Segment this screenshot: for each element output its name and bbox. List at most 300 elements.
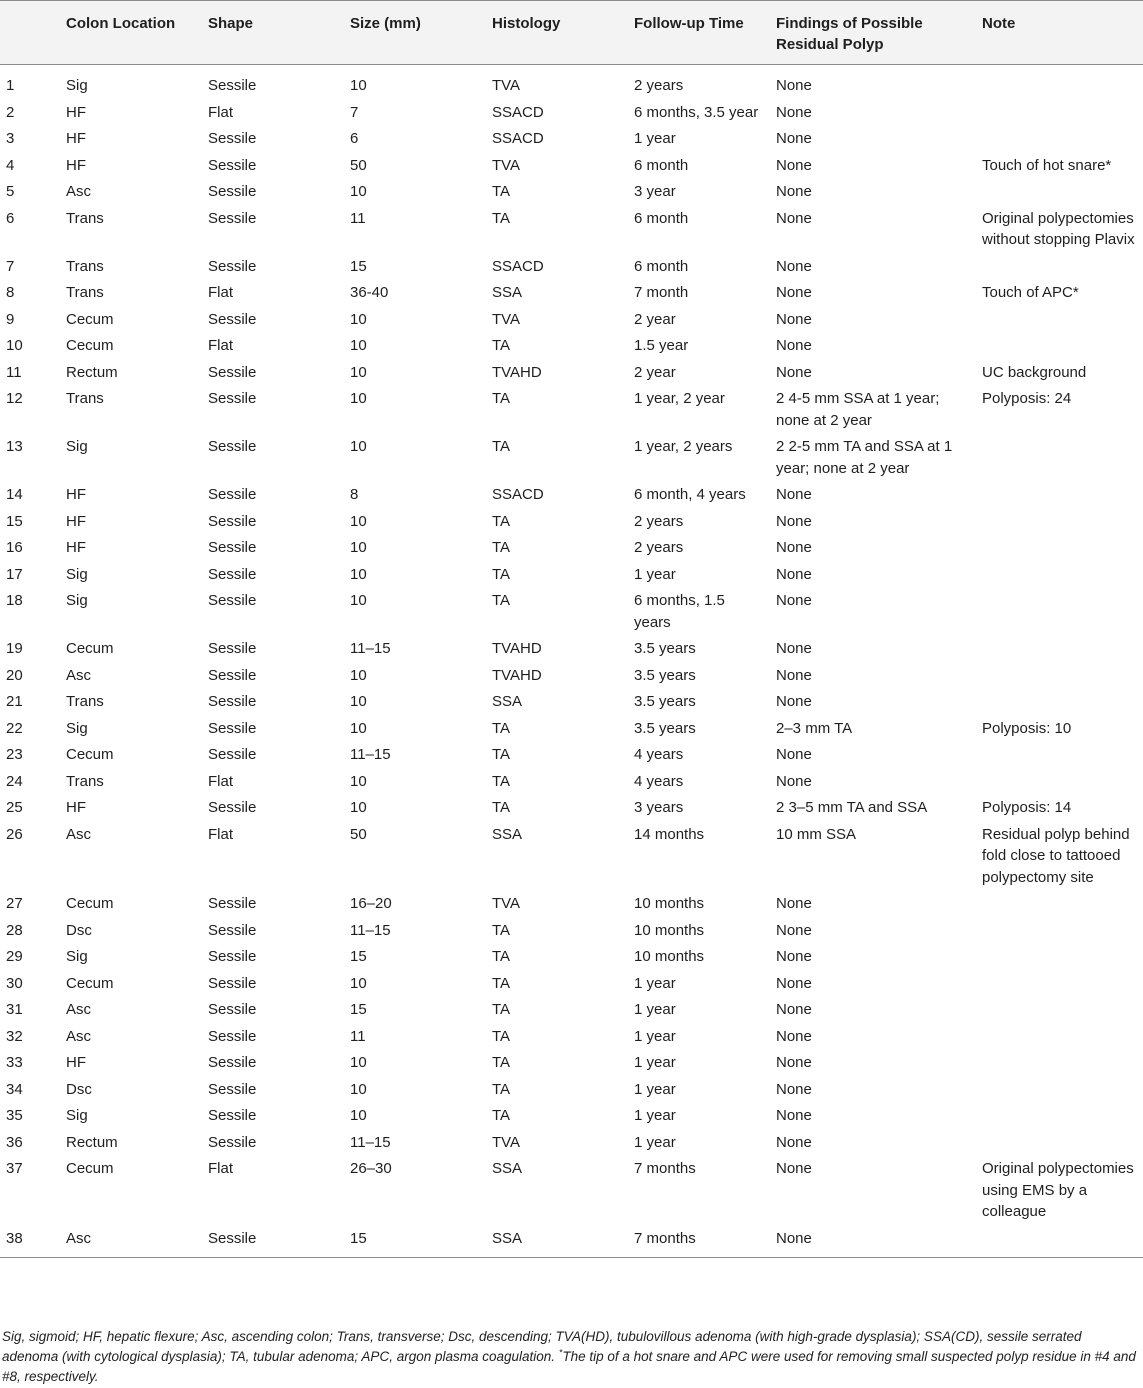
table-row <box>0 508 1143 535</box>
cell-size: 10 <box>350 693 367 710</box>
cell-size: 10 <box>350 666 367 684</box>
cell-findings: None <box>776 512 812 530</box>
cell-histology: TA <box>492 438 511 455</box>
cell-note <box>976 125 1143 152</box>
cell-follow-up-time: 2 year <box>634 363 676 381</box>
cell-histology: TVAHD <box>492 363 542 381</box>
cell-colon-location: Cecum <box>66 640 114 657</box>
cell-histology: TA <box>492 974 511 992</box>
cell-note <box>976 587 1143 635</box>
cell-note <box>976 561 1143 588</box>
cell-histology: TA <box>492 390 511 407</box>
cell-findings: None <box>776 486 812 503</box>
cell-shape: Flat <box>208 825 234 843</box>
cell-follow-up-time: 7 month <box>634 284 689 301</box>
cell-index: 19 <box>6 640 23 657</box>
cell-shape: Sessile <box>208 130 257 147</box>
cell-histology: SSACD <box>492 130 544 147</box>
cell-histology: TA <box>492 539 511 556</box>
table-row <box>0 768 1143 795</box>
table-row <box>0 125 1143 152</box>
cell-follow-up-time: 1 year <box>634 1001 676 1018</box>
cell-shape: Sessile <box>208 1080 257 1098</box>
cell-colon-location: Cecum <box>66 310 114 328</box>
cell-note <box>976 65 1143 99</box>
cell-follow-up-time: 1 year <box>634 974 676 992</box>
cell-colon-location: Asc <box>66 183 92 200</box>
table-row <box>0 890 1143 917</box>
footnote-note: The tip of a hot snare and APC were used for removing small suspected polyp residue in #4 and #8, respectively. <box>2 1349 1136 1384</box>
cell-findings: None <box>776 921 812 939</box>
table-row <box>0 481 1143 508</box>
cell-note <box>976 1049 1143 1076</box>
cell-follow-up-time: 2 year <box>634 310 676 328</box>
cell-colon-location: Trans <box>66 772 104 790</box>
cell-index: 20 <box>6 666 23 684</box>
cell-histology: SSA <box>492 693 523 710</box>
cell-note <box>976 768 1143 795</box>
cell-findings: None <box>776 948 812 965</box>
cell-colon-location: Sig <box>66 1107 88 1124</box>
cell-note: Original polypectomies using EMS by a colleague <box>982 1160 1134 1220</box>
cell-histology: TA <box>492 565 511 583</box>
table-row <box>0 433 1143 481</box>
cell-follow-up-time: 3.5 years <box>634 640 696 657</box>
cell-findings: 2 2-5 mm TA and SSA at 1 year; none at 2 year <box>776 438 953 477</box>
table-row <box>0 662 1143 689</box>
cell-note <box>976 1225 1143 1258</box>
cell-findings: None <box>776 337 812 354</box>
cell-note: Touch of hot snare* <box>982 156 1112 174</box>
cell-index: 12 <box>6 390 23 407</box>
cell-note <box>976 306 1143 333</box>
cell-findings: None <box>776 103 812 121</box>
cell-shape: Sessile <box>208 438 257 455</box>
cell-colon-location: Sig <box>66 592 88 609</box>
table-row <box>0 1225 1143 1258</box>
cell-follow-up-time: 1 year <box>634 1080 676 1098</box>
cell-follow-up-time: 1 year <box>634 565 676 583</box>
cell-findings: 10 mm SSA <box>776 825 857 843</box>
cell-findings: None <box>776 183 812 200</box>
cell-follow-up-time: 4 years <box>634 746 684 763</box>
cell-histology: TA <box>492 719 511 737</box>
cell-shape: Sessile <box>208 666 257 684</box>
table-row <box>0 359 1143 386</box>
cell-index: 34 <box>6 1080 23 1098</box>
cell-shape: Sessile <box>208 895 257 912</box>
table-row <box>0 99 1143 126</box>
cell-findings: None <box>776 666 812 684</box>
cell-index: 26 <box>6 825 23 843</box>
cell-note <box>976 917 1143 944</box>
cell-size: 10 <box>350 438 367 455</box>
cell-index: 25 <box>6 799 23 816</box>
cell-follow-up-time: 6 month <box>634 209 689 227</box>
cell-shape: Sessile <box>208 156 257 174</box>
footnote-marker: * <box>558 1347 563 1358</box>
cell-colon-location: Sig <box>66 438 88 455</box>
cell-findings: None <box>770 1225 976 1258</box>
cell-size: 10 <box>350 363 367 381</box>
cell-colon-location: HF <box>66 156 86 174</box>
cell-size: 10 <box>350 310 367 328</box>
cell-note <box>976 508 1143 535</box>
cell-histology: SSACD <box>492 103 544 121</box>
cell-shape: Sessile <box>208 1054 257 1071</box>
cell-histology: TA <box>492 799 511 816</box>
table-row <box>0 65 1143 99</box>
cell-size: 10 <box>350 390 367 407</box>
cell-index: 22 <box>6 719 23 737</box>
cell-follow-up-time: 6 months, 3.5 year <box>634 103 759 121</box>
cell-shape: Sessile <box>208 77 257 94</box>
cell-size: 16–20 <box>350 895 392 912</box>
cell-histology: TA <box>492 746 511 763</box>
cell-histology: SSACD <box>492 486 544 503</box>
cell-index: 38 <box>0 1225 60 1258</box>
cell-follow-up-time: 1.5 year <box>634 337 689 354</box>
cell-shape: Sessile <box>208 512 257 530</box>
cell-histology: TA <box>492 209 511 227</box>
cell-follow-up-time: 6 month <box>634 257 689 275</box>
header-note: Note <box>976 1 1143 65</box>
cell-size: 10 <box>350 1080 367 1098</box>
cell-note: Touch of APC* <box>982 284 1079 301</box>
table-row <box>0 741 1143 768</box>
cell-colon-location: Sig <box>66 77 88 94</box>
cell-findings: None <box>776 156 812 174</box>
cell-shape: Sessile <box>208 565 257 583</box>
cell-histology: TVA <box>492 77 521 94</box>
table-row <box>0 1023 1143 1050</box>
cell-index: 17 <box>6 565 23 583</box>
cell-colon-location: HF <box>66 512 86 530</box>
cell-histology: TA <box>492 337 511 354</box>
cell-histology: TVA <box>492 895 521 912</box>
cell-size: 11 <box>350 209 366 227</box>
cell-findings: None <box>776 130 812 147</box>
cell-shape: Sessile <box>208 592 257 609</box>
cell-shape: Flat <box>208 1160 234 1177</box>
cell-findings: 2 3–5 mm TA and SSA <box>776 799 928 816</box>
cell-histology: TVA <box>492 156 521 174</box>
cell-follow-up-time: 10 months <box>634 948 705 965</box>
cell-findings: None <box>776 592 812 609</box>
cell-size: 11–15 <box>350 1133 391 1151</box>
cell-note <box>976 970 1143 997</box>
cell-index: 33 <box>6 1054 23 1071</box>
table-row <box>0 821 1143 891</box>
cell-follow-up-time: 1 year <box>634 1027 676 1045</box>
cell-note: UC background <box>982 363 1087 381</box>
table-row <box>0 635 1143 662</box>
table-row <box>0 794 1143 821</box>
cell-shape: Sessile <box>208 974 257 992</box>
cell-colon-location: Asc <box>66 1001 92 1018</box>
cell-note <box>976 1023 1143 1050</box>
cell-findings: None <box>776 772 812 790</box>
cell-note <box>976 332 1143 359</box>
cell-follow-up-time: 1 year <box>634 130 676 147</box>
cell-follow-up-time: 1 year <box>634 1107 676 1124</box>
cell-index: 16 <box>6 539 23 556</box>
cell-findings: None <box>776 1054 812 1071</box>
cell-note <box>976 1102 1143 1129</box>
cell-shape: Sessile <box>208 1107 257 1124</box>
cell-colon-location: Asc <box>60 1225 202 1258</box>
cell-findings: None <box>776 693 812 710</box>
cell-note <box>976 943 1143 970</box>
cell-shape: Sessile <box>208 486 257 503</box>
cell-colon-location: Trans <box>66 257 104 275</box>
cell-index: 32 <box>6 1027 23 1045</box>
cell-histology: SSA <box>492 284 523 301</box>
cell-follow-up-time: 10 months <box>634 921 705 939</box>
cell-follow-up-time: 1 year <box>634 1133 676 1151</box>
cell-shape: Sessile <box>208 719 257 737</box>
cell-shape: Sessile <box>208 209 257 227</box>
cell-colon-location: Dsc <box>66 921 92 939</box>
table-row <box>0 178 1143 205</box>
cell-findings: None <box>776 284 812 301</box>
cell-follow-up-time: 3 years <box>634 799 684 816</box>
cell-colon-location: Asc <box>66 825 92 843</box>
cell-note <box>976 433 1143 481</box>
cell-size: 15 <box>350 257 367 275</box>
header-findings: Findings of Possible Residual Polyp <box>770 1 976 65</box>
table-row <box>0 587 1143 635</box>
cell-colon-location: HF <box>66 539 86 556</box>
cell-colon-location: Trans <box>66 390 104 407</box>
cell-note: Polyposis: 24 <box>982 390 1072 407</box>
cell-shape: Flat <box>208 103 234 121</box>
cell-findings: None <box>776 1027 812 1045</box>
cell-index: 18 <box>6 592 23 609</box>
cell-index: 24 <box>6 772 23 790</box>
header-histology: Histology <box>486 1 628 65</box>
cell-size: 6 <box>350 130 359 147</box>
cell-histology: TVAHD <box>492 640 542 657</box>
cell-colon-location: Trans <box>66 284 104 301</box>
cell-size: 10 <box>350 1054 367 1071</box>
cell-note <box>976 534 1143 561</box>
cell-histology: SSA <box>492 825 523 843</box>
cell-colon-location: Rectum <box>66 363 118 381</box>
table-row <box>0 279 1143 306</box>
cell-colon-location: Cecum <box>66 337 114 354</box>
cell-note <box>976 996 1143 1023</box>
table-row <box>0 917 1143 944</box>
cell-shape: Sessile <box>208 746 257 763</box>
cell-findings: None <box>776 1160 812 1177</box>
cell-index: 15 <box>6 512 23 530</box>
cell-findings: None <box>776 257 812 275</box>
cell-histology: TA <box>492 1054 511 1071</box>
cell-shape: Sessile <box>208 693 257 710</box>
cell-follow-up-time: 1 year, 2 year <box>634 390 725 407</box>
table-row <box>0 943 1143 970</box>
cell-note: Polyposis: 14 <box>982 799 1072 816</box>
cell-index: 11 <box>6 363 22 381</box>
table-header-row <box>0 1 1143 65</box>
cell-colon-location: Dsc <box>66 1080 92 1098</box>
cell-note: Polyposis: 10 <box>982 719 1072 737</box>
cell-index: 27 <box>6 895 23 912</box>
header-colon-location: Colon Location <box>60 1 202 65</box>
cell-shape: Sessile <box>208 363 257 381</box>
cell-follow-up-time: 4 years <box>634 772 684 790</box>
cell-colon-location: HF <box>66 799 86 816</box>
cell-index: 31 <box>6 1001 23 1018</box>
cell-note <box>976 99 1143 126</box>
cell-size: 10 <box>350 772 367 790</box>
table-row <box>0 253 1143 280</box>
cell-size: 10 <box>350 77 367 94</box>
cell-shape: Sessile <box>208 948 257 965</box>
cell-note <box>976 662 1143 689</box>
cell-shape: Flat <box>208 284 234 301</box>
cell-histology: SSA <box>486 1225 628 1258</box>
cell-shape: Sessile <box>208 1027 257 1045</box>
cell-index: 6 <box>6 209 15 227</box>
cell-colon-location: Cecum <box>66 974 114 992</box>
cell-findings: None <box>776 77 812 94</box>
cell-size: 10 <box>350 592 367 609</box>
cell-histology: TA <box>492 772 511 790</box>
cell-follow-up-time: 10 months <box>634 895 705 912</box>
cell-size: 10 <box>350 799 367 816</box>
cell-follow-up-time: 2 years <box>634 512 684 530</box>
cell-follow-up-time: 1 year, 2 years <box>634 438 733 455</box>
cell-colon-location: Rectum <box>66 1133 118 1151</box>
cell-size: 10 <box>350 1107 367 1124</box>
cell-size: 36-40 <box>350 284 389 301</box>
cell-colon-location: HF <box>66 103 86 121</box>
table-row <box>0 715 1143 742</box>
cell-note <box>976 1076 1143 1103</box>
header-follow-up-time: Follow-up Time <box>628 1 770 65</box>
header-size: Size (mm) <box>344 1 486 65</box>
cell-index: 21 <box>6 693 23 710</box>
cell-size: 7 <box>350 103 359 121</box>
cell-colon-location: HF <box>66 130 86 147</box>
footnote-abbreviations: Sig, sigmoid; HF, hepatic flexure; Asc, ascending colon; Trans, transverse; Dsc, descending; TVA(HD), tubulovillous adenoma (with high-grade dysplasia); SSA(CD), sessile serrated adenoma (with cytological dysplasia); TA, tubular adenoma; APC, argon plasma coagulation. <box>2 1329 1082 1364</box>
cell-size: 11–15 <box>350 640 391 657</box>
cell-size: 10 <box>350 512 367 530</box>
cell-follow-up-time: 2 years <box>634 539 684 556</box>
cell-note: Residual polyp behind fold close to tattooed polypectomy site <box>982 825 1130 886</box>
cell-colon-location: HF <box>66 1054 86 1071</box>
cell-follow-up-time: 3 year <box>634 183 676 200</box>
cell-shape: Sessile <box>208 921 257 939</box>
cell-findings: None <box>776 565 812 583</box>
cell-index: 10 <box>6 337 23 354</box>
cell-note: Original polypectomies without stopping Plavix <box>982 209 1135 248</box>
cell-histology: TA <box>492 1080 511 1098</box>
cell-colon-location: Sig <box>66 948 88 965</box>
cell-findings: None <box>776 363 812 381</box>
cell-shape: Sessile <box>208 1001 257 1018</box>
cell-findings: None <box>776 1133 812 1151</box>
cell-histology: SSA <box>492 1160 523 1177</box>
cell-findings: None <box>776 746 812 763</box>
cell-histology: TA <box>492 592 511 609</box>
cell-shape: Sessile <box>208 539 257 556</box>
cell-size: 11–15 <box>350 746 391 763</box>
cell-follow-up-time: 3.5 years <box>634 666 696 684</box>
cell-note <box>976 1129 1143 1156</box>
cell-size: 26–30 <box>350 1160 392 1177</box>
cell-colon-location: Cecum <box>66 895 114 912</box>
cell-index: 4 <box>6 156 15 174</box>
table-row <box>0 970 1143 997</box>
cell-follow-up-time: 2 years <box>634 77 684 94</box>
cell-size: 11–15 <box>350 921 391 939</box>
cell-note <box>976 890 1143 917</box>
cell-shape: Sessile <box>208 640 257 657</box>
cell-note <box>976 741 1143 768</box>
cell-histology: TVA <box>492 310 521 328</box>
cell-follow-up-time: 6 month, 4 years <box>634 486 746 503</box>
cell-shape: Sessile <box>208 390 257 407</box>
cell-histology: SSACD <box>492 257 544 275</box>
cell-index: 28 <box>6 921 23 939</box>
cell-size: 10 <box>350 539 367 556</box>
cell-shape: Sessile <box>208 310 257 328</box>
cell-findings: None <box>776 539 812 556</box>
cell-findings: None <box>776 209 812 227</box>
cell-histology: TA <box>492 183 511 200</box>
cell-note <box>976 635 1143 662</box>
cell-follow-up-time: 3.5 years <box>634 693 696 710</box>
cell-findings: None <box>776 895 812 912</box>
cell-histology: TA <box>492 1001 511 1018</box>
cell-index: 14 <box>6 486 23 503</box>
cell-size: 15 <box>350 948 367 965</box>
cell-index: 1 <box>6 77 15 94</box>
cell-findings: None <box>776 1080 812 1098</box>
cell-histology: TA <box>492 921 511 939</box>
cell-shape: Sessile <box>202 1225 344 1258</box>
cell-size: 50 <box>350 156 367 174</box>
table-body <box>0 65 1143 1258</box>
cell-histology: TA <box>492 1107 511 1124</box>
table-row <box>0 385 1143 433</box>
cell-findings: 2 4-5 mm SSA at 1 year; none at 2 year <box>776 390 940 429</box>
table-row <box>0 1102 1143 1129</box>
cell-index: 5 <box>6 183 15 200</box>
cell-size: 15 <box>344 1225 486 1258</box>
cell-colon-location: Trans <box>66 693 104 710</box>
cell-size: 15 <box>350 1001 367 1018</box>
cell-size: 11 <box>350 1027 366 1045</box>
cell-note <box>976 253 1143 280</box>
table-row <box>0 1049 1143 1076</box>
cell-note <box>976 688 1143 715</box>
cell-index: 9 <box>6 310 15 328</box>
cell-findings: None <box>776 310 812 328</box>
cell-index: 8 <box>6 284 15 301</box>
cell-index: 13 <box>6 438 23 455</box>
cell-colon-location: Asc <box>66 1027 92 1045</box>
cell-size: 8 <box>350 486 359 503</box>
cell-size: 10 <box>350 974 367 992</box>
cell-colon-location: HF <box>66 486 86 503</box>
cell-findings: None <box>776 1001 812 1018</box>
cell-shape: Flat <box>208 772 234 790</box>
cell-index: 3 <box>6 130 15 147</box>
